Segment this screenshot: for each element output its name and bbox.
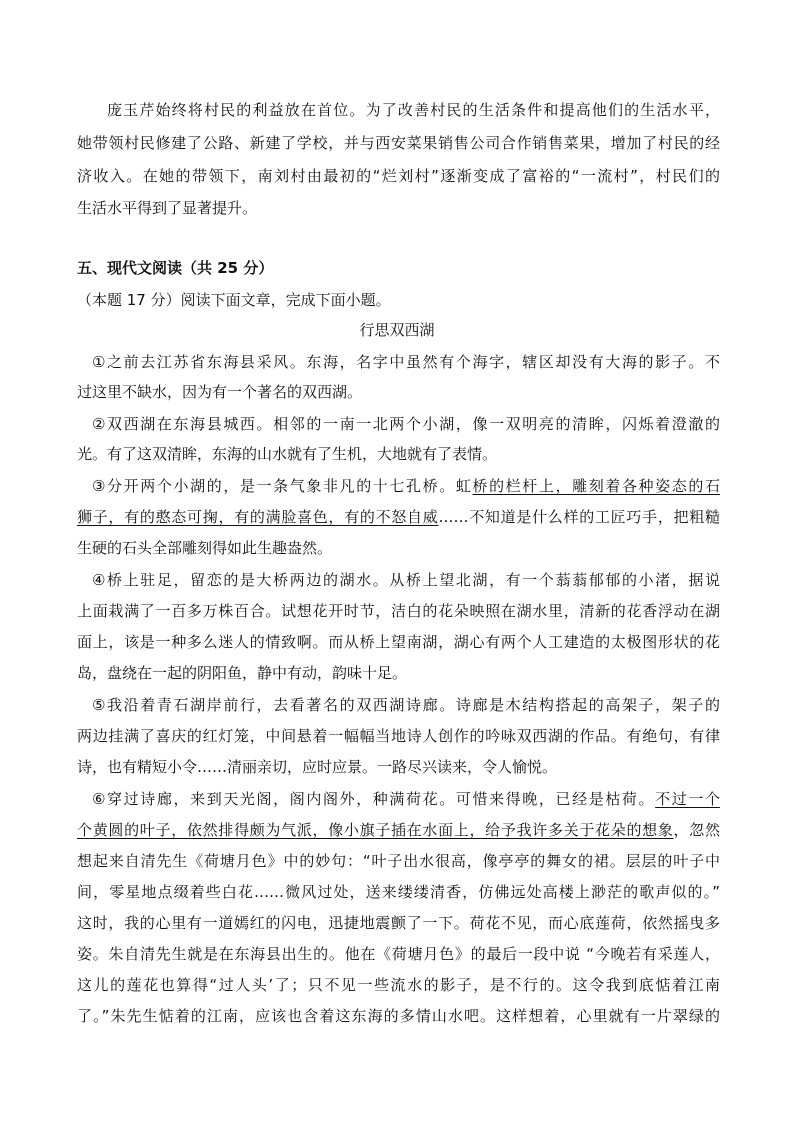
paragraph-6-line bbox=[92, 789, 720, 809]
paragraph-6-line bbox=[77, 820, 720, 840]
paragraph-6-line: 这时，我的心里有一道嫣红的闪电，迅捷地震颤了一下。荷花不见，而心底莲荷，依然摇曳多 bbox=[77, 914, 720, 932]
underlined-sentence: 狮子，有的憨态可掬，有的满脸喜色，有的不怒自威 bbox=[77, 508, 439, 526]
paragraph-2-line: 光。有了这双清眸，东海的山水就有了生机，大地就有了表情。 bbox=[77, 445, 498, 463]
paragraph-6-line: 想起来自清先生《荷塘月色》中的妙句：“叶子出水很高，像亭亭的舞女的裙。层层的叶子中 bbox=[77, 852, 720, 870]
intro-line: 济收入。在她的带领下，南刘村由最初的“烂刘村”逐渐变成了富裕的“一流村”，村民们的 bbox=[77, 167, 720, 185]
underlined-sentence: 桥的栏杆上，雕刻着各种姿态的石 bbox=[472, 477, 720, 495]
p6-text: ⑥穿过诗廊，来到天光阁，阁内阁外，种满荷花。可惜来得晚，已经是枯荷。 bbox=[92, 790, 656, 808]
paragraph-5-line: ⑤我沿着青石湖岸前行，去看著名的双西湖诗廊。诗廊是木结构搭起的高架子，架子的 bbox=[92, 696, 720, 714]
paragraph-4-line: 上面栽满了一百多万株百合。试想花开时节，洁白的花朵映照在湖水里，清新的花香浮动在湖 bbox=[77, 602, 720, 620]
p3-text: ③分开两个小湖的，是一条气象非凡的十七孔桥。虹 bbox=[92, 477, 473, 495]
paragraph-4-line: ④桥上驻足，留恋的是大桥两边的湖水。从桥上望北湖，有一个蓊蓊郁郁的小渚，据说 bbox=[92, 571, 720, 589]
section-heading: 五、现代文阅读（共 25 分） bbox=[77, 259, 274, 277]
p3-text: ……不知道是什么样的工匠巧手，把粗糙 bbox=[438, 508, 720, 526]
p6-text: ，忽然 bbox=[673, 821, 720, 839]
paragraph-2-line: ②双西湖在东海县城西。相邻的一南一北两个小湖，像一双明亮的清眸，闪烁着澄澈的 bbox=[92, 415, 720, 433]
paragraph-5-line: 诗，也有精短小令……清丽亲切，应时应景。一路尽兴读来，令人愉悦。 bbox=[77, 758, 558, 776]
intro-line: 她带领村民修建了公路、新建了学校，并与西安菜果销售公司合作销售菜果，增加了村民的经 bbox=[77, 134, 720, 152]
intro-line: 生活水平得到了显著提升。 bbox=[77, 199, 258, 217]
paragraph-3-line bbox=[92, 476, 720, 496]
question-instruction: （本题 17 分）阅读下面文章，完成下面小题。 bbox=[77, 291, 391, 309]
article-title: 行思双西湖 bbox=[359, 321, 435, 339]
paragraph-4-line: 岛，盘绕在一起的阴阳鱼，静中有动，韵味十足。 bbox=[77, 664, 408, 682]
underlined-sentence: 不过一个 bbox=[655, 790, 720, 808]
underlined-sentence: 个黄圆的叶子，依然排得颇为气派，像小旗子插在水面上，给予我许多关于花朵的想象 bbox=[77, 821, 674, 839]
paragraph-3-line bbox=[77, 507, 720, 527]
paragraph-6-line: 这儿的莲花也算得“过人头’了；只不见一些流水的影子，是不行的。这令我到底惦着江南 bbox=[77, 976, 720, 994]
paragraph-6-line: 姿。朱自清先生就是在东海县出生的。他在《荷塘月色》的最后一段中说 “今晚若有采莲人， bbox=[77, 945, 720, 963]
paragraph-1-line: ①之前去江苏省东海县采风。东海，名字中虽然有个海字，辖区却没有大海的影子。不 bbox=[92, 353, 720, 371]
paragraph-1-line: 过这里不缺水，因为有一个著名的双西湖。 bbox=[77, 383, 363, 401]
intro-line: 庞玉芹始终将村民的利益放在首位。为了改善村民的生活条件和提高他们的生活水平， bbox=[107, 101, 720, 119]
paragraph-6-line: 了。”朱先生惦着的江南，应该也含着这东海的多情山水吧。这样想着，心里就有一片翠绿的 bbox=[77, 1007, 720, 1025]
paragraph-4-line: 面上，该是一种多么迷人的情致啊。而从桥上望南湖，湖心有两个人工建造的太极图形状的花 bbox=[77, 633, 720, 651]
paragraph-3-line: 生硬的石头全部雕刻得如此生趣盎然。 bbox=[77, 539, 333, 557]
paragraph-6-line: 间，零星地点缀着些白花……微风过处，送来缕缕清香，仿佛远处高楼上渺茫的歌声似的。” bbox=[77, 883, 720, 901]
paragraph-5-line: 两边挂满了喜庆的红灯笼，中间悬着一幅幅当地诗人创作的吟咏双西湖的作品。有绝句，有律 bbox=[77, 727, 720, 745]
